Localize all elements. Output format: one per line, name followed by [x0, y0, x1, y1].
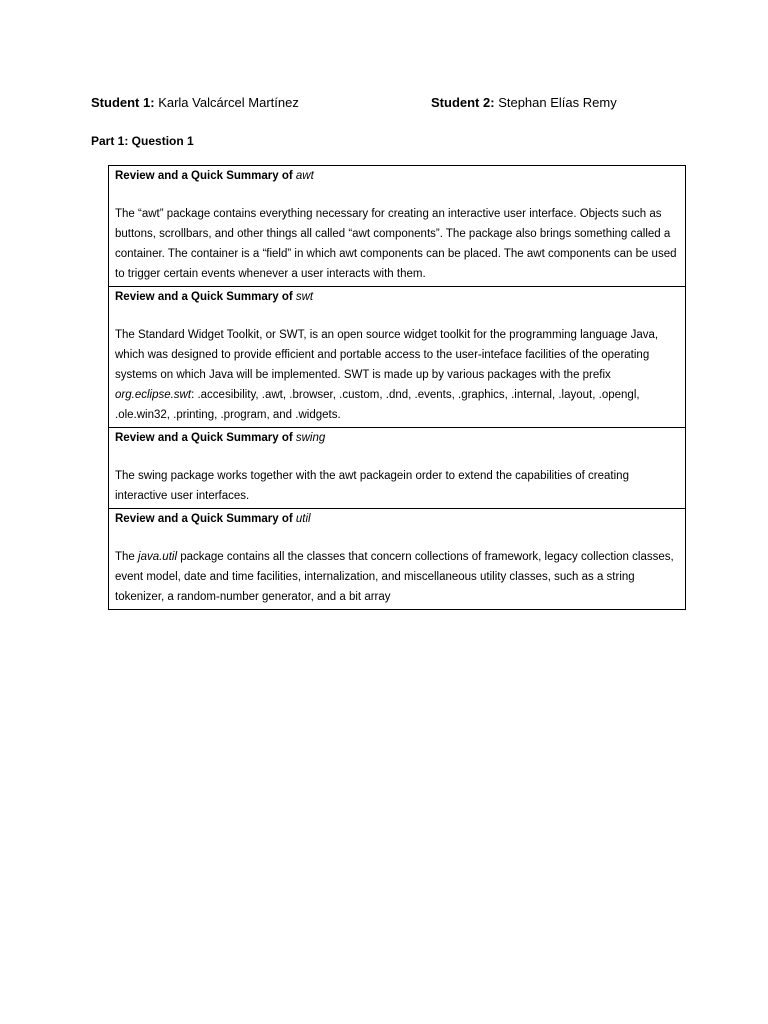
- student-2-label: Student 2:: [431, 95, 495, 110]
- section-subject: swt: [295, 291, 314, 303]
- body-text: The Standard Widget Toolkit, or SWT, is an open source widget toolkit for the programming language Java, which was designed to provide efficient and portable access to the user-inteface facilities of the operating systems on which Java will be implemented. SWT is made up by various packages with the prefix: [115, 329, 659, 381]
- section-swt: [109, 286, 685, 427]
- section-body: [115, 204, 679, 284]
- student-1-label: Student 1:: [91, 95, 155, 110]
- body-text: The: [115, 551, 139, 563]
- body-text: The “awt” package contains everything necessary for creating an interactive user interface. Objects such as buttons, scrollbars, and other things all called “awt components”. The package also brings something called a container. The container is a “field” in which awt components can be placed. The awt components can be used to trigger certain events whenever a user interacts with them.: [115, 208, 677, 280]
- section-title: [115, 511, 679, 527]
- section-title-prefix: Review and a Quick Summary of: [115, 170, 296, 182]
- student-1-name: Karla Valcárcel Martínez: [158, 95, 299, 110]
- section-util: [109, 508, 685, 609]
- section-subject: awt: [295, 170, 314, 182]
- section-awt: [109, 166, 685, 286]
- section-title: [115, 430, 679, 446]
- body-text-continued: : .accesibility, .awt, .browser, .custom, .dnd, .events, .graphics, .internal, .layout, .opengl, .ole.win32, .printing, .program, and .widgets.: [115, 389, 640, 421]
- student-1-line: [91, 95, 299, 111]
- section-title-prefix: Review and a Quick Summary of: [115, 432, 296, 444]
- body-italic-text: org.eclipse.swt: [115, 389, 192, 401]
- section-title-prefix: Review and a Quick Summary of: [115, 291, 296, 303]
- section-body: [115, 325, 679, 425]
- section-swing: [109, 427, 685, 508]
- student-2-line: [431, 95, 617, 111]
- body-text-continued: package contains all the classes that concern collections of framework, legacy collection classes, event model, date and time facilities, internalization, and miscellaneous utility classes, such as a string tokenizer, a random-number generator, and a bit array: [115, 551, 674, 603]
- section-body: [115, 466, 679, 506]
- student-2-name: Stephan Elías Remy: [498, 95, 617, 110]
- section-subject: util: [295, 513, 311, 525]
- section-title: [115, 289, 679, 305]
- body-text: The swing package works together with the awt packagein order to extend the capabilities of creating interactive user interfaces.: [115, 470, 629, 502]
- section-body: [115, 547, 679, 607]
- section-subject: swing: [295, 432, 326, 444]
- body-italic-text: java.util: [138, 551, 178, 563]
- summary-table: [108, 165, 686, 610]
- part-label: Part 1: Question 1: [91, 134, 194, 148]
- section-title-prefix: Review and a Quick Summary of: [115, 513, 296, 525]
- section-title: [115, 168, 679, 184]
